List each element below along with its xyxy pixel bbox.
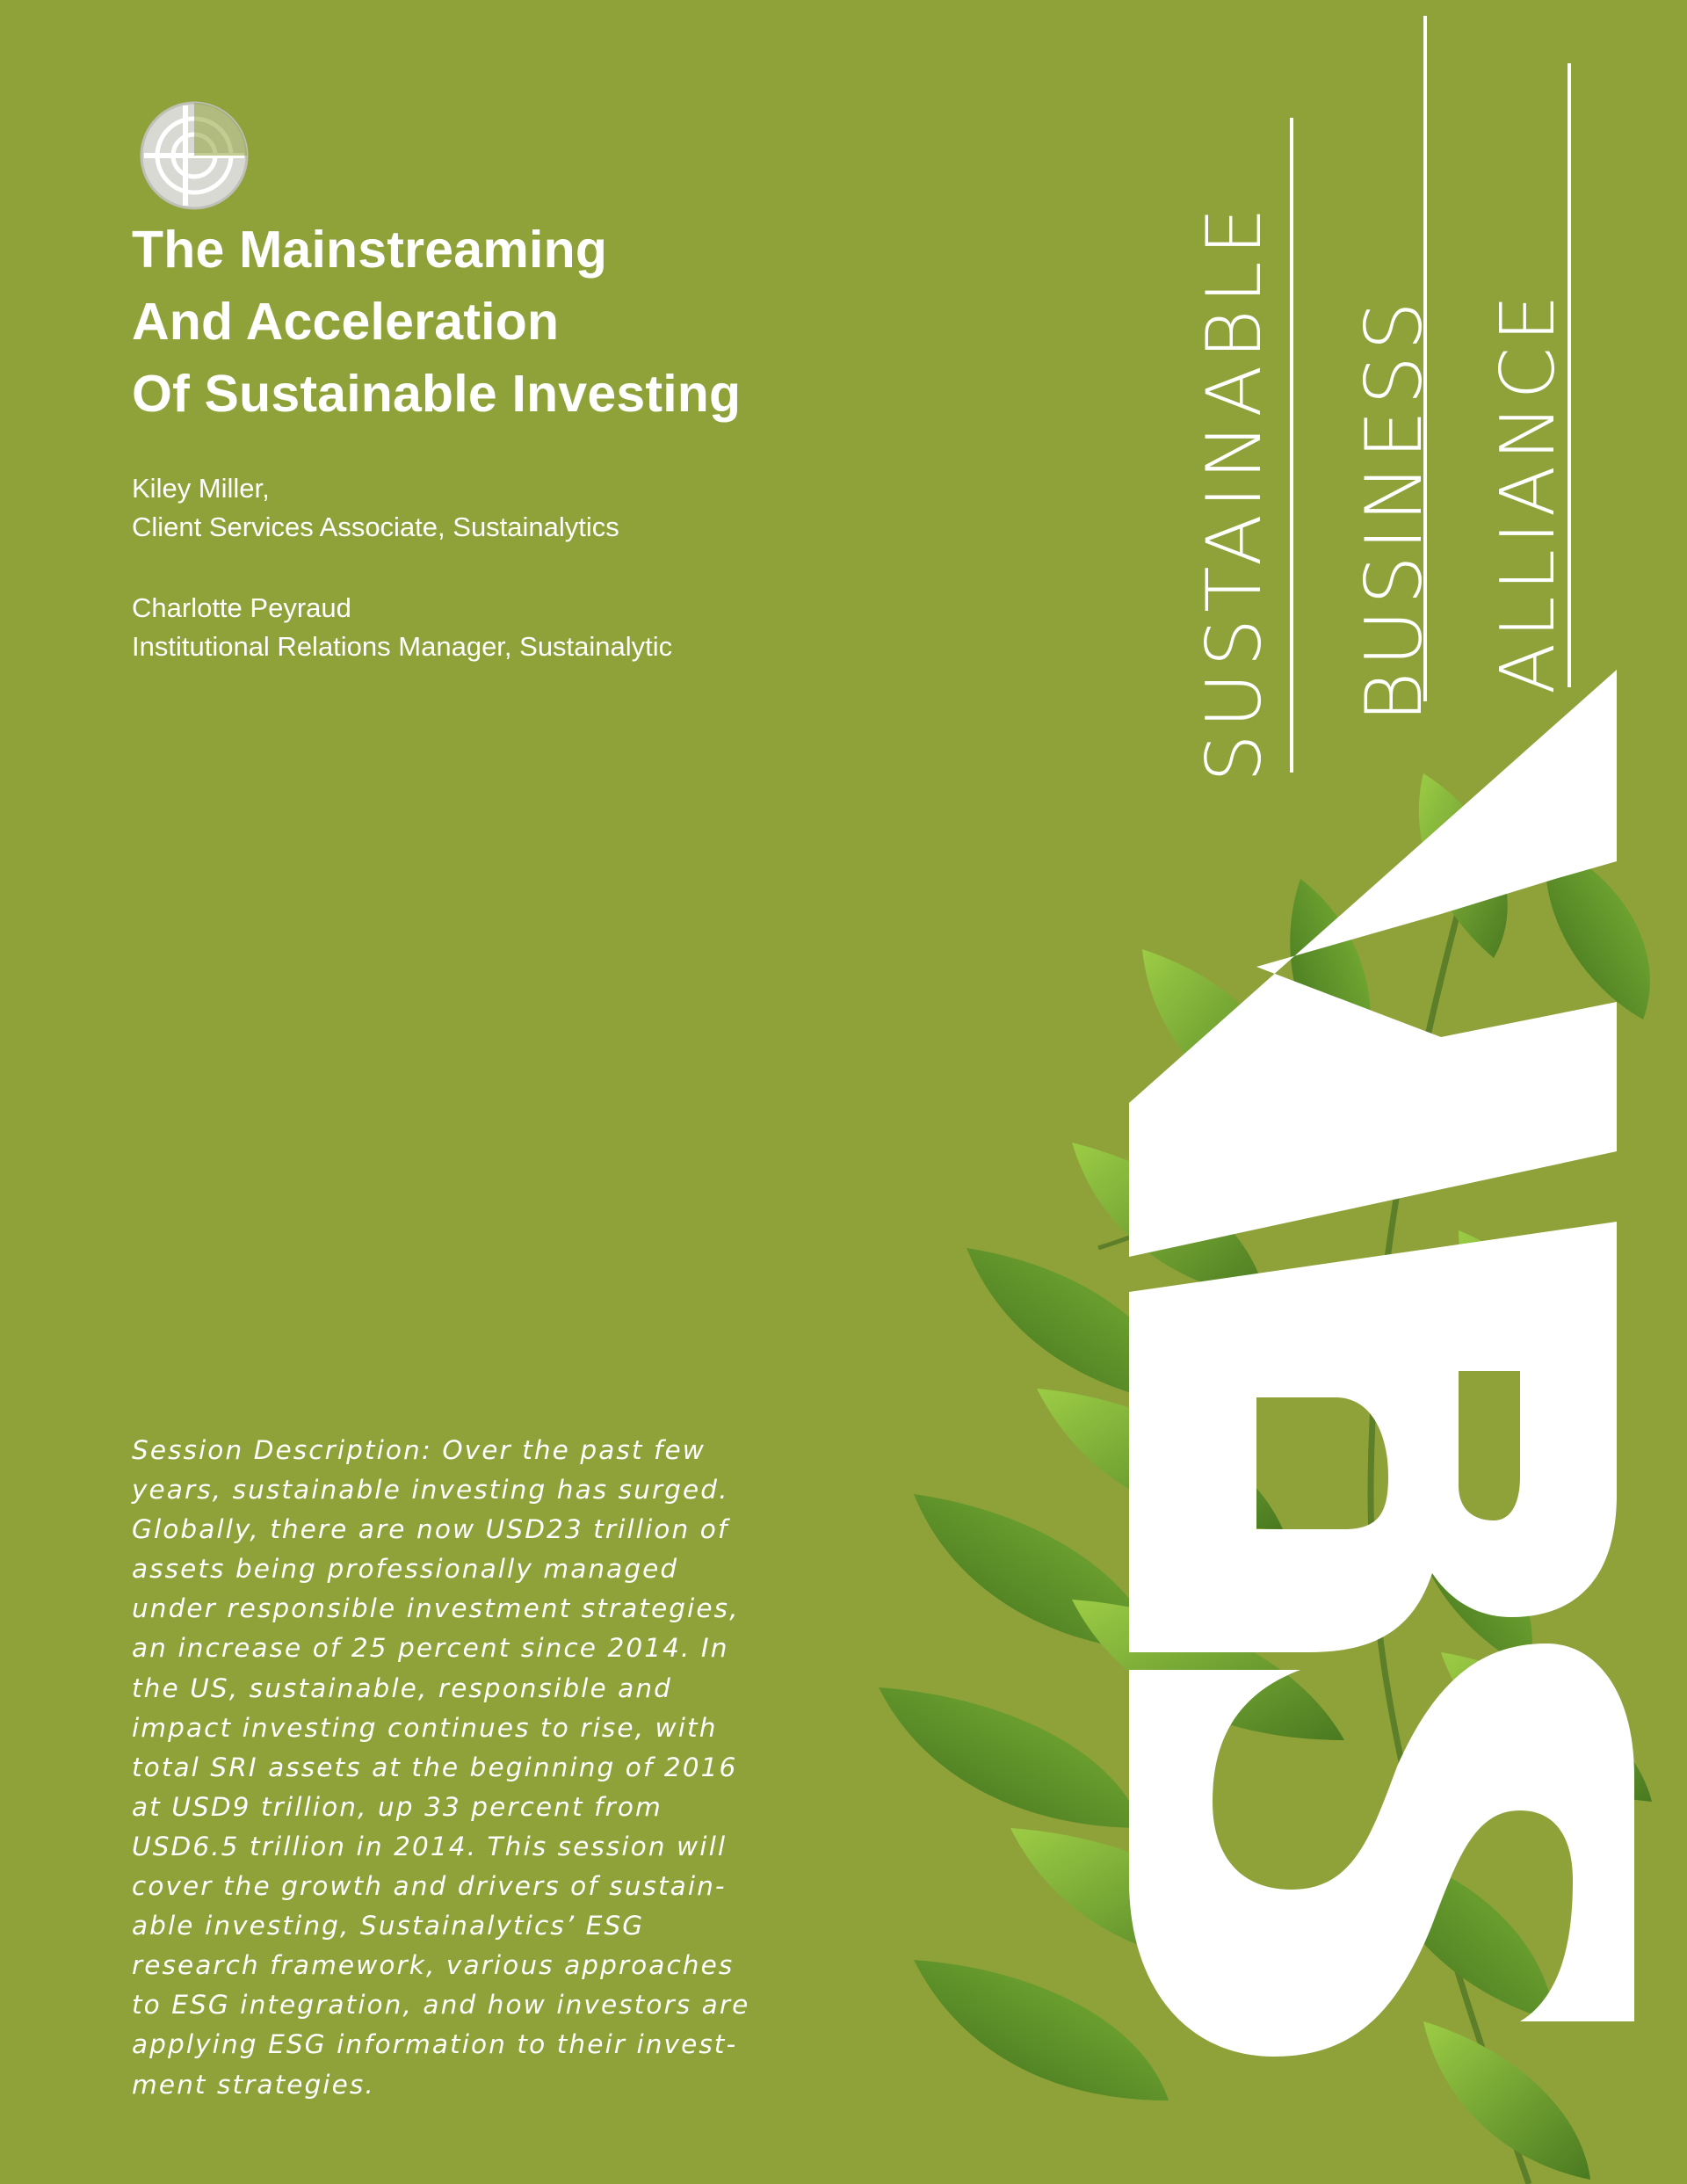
session-line: assets being professionally managed	[132, 1554, 679, 1585]
vertical-word-alliance: ALLIANCE	[1485, 289, 1572, 694]
session-line: applying ESG information to their invest-	[132, 2029, 738, 2060]
author-name: Charlotte Peyraud	[132, 592, 351, 623]
author-role: Institutional Relations Manager, Sustainalytic	[132, 631, 673, 662]
session-line: Globally, there are now USD23 trillion of	[132, 1514, 729, 1545]
session-line: USD6.5 trillion in 2014. This session will	[132, 1831, 728, 1861]
author-role: Client Services Associate, Sustainalytics	[132, 512, 619, 542]
session-line: ment strategies.	[132, 2069, 375, 2100]
session-line: an increase of 25 percent since 2014. In	[132, 1633, 729, 1664]
session-line: under responsible investment strategies,	[132, 1593, 740, 1624]
session-line: total SRI assets at the beginning of 2016	[132, 1752, 738, 1782]
author-name: Kiley Miller,	[132, 473, 270, 504]
vertical-word-business: BUSINESS	[1349, 296, 1439, 722]
title-line: And Acceleration	[132, 293, 560, 351]
session-line: able investing, Sustainalytics’ ESG	[132, 1911, 645, 1941]
session-line: years, sustainable investing has surged.	[132, 1475, 729, 1506]
session-line: Session Description: Over the past few	[132, 1435, 706, 1465]
session-line: impact investing continues to rise, with	[132, 1712, 718, 1743]
session-line: at USD9 trillion, up 33 percent from	[132, 1791, 662, 1822]
sba-monogram	[1129, 670, 1634, 2057]
title-line: The Mainstreaming	[132, 221, 608, 279]
session-line: to ESG integration, and how investors are	[132, 1990, 750, 2021]
vertical-word-sustainable: SUSTAINABLE	[1191, 201, 1278, 782]
title-line: Of Sustainable Investing	[132, 365, 742, 423]
session-line: research framework, various approaches	[132, 1950, 735, 1981]
session-line: cover the growth and drivers of sustain-	[132, 1871, 727, 1902]
session-line: the US, sustainable, responsible and	[132, 1672, 672, 1703]
